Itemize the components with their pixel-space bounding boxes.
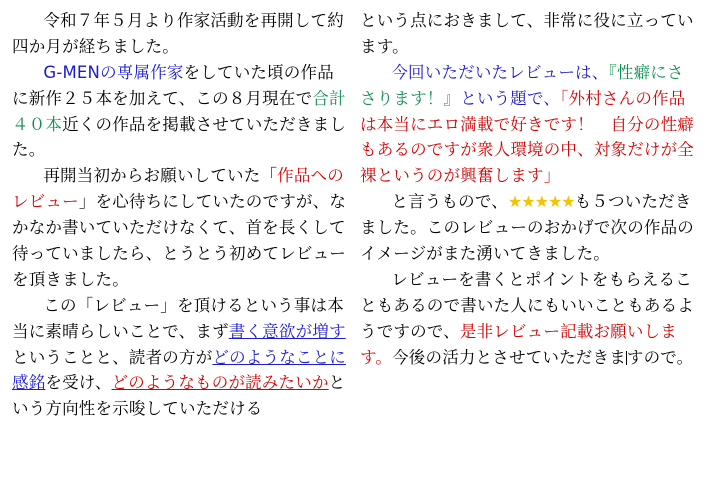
text-run-underlined-blue: す [328, 321, 346, 341]
text-run-highlight-blue: という題で、 [460, 88, 561, 108]
text-run: という点におきまして、非常に役に立って [360, 11, 677, 30]
paragraph-left-2 [12, 60, 348, 164]
text-run: います。 [360, 11, 694, 56]
text-run: 今後の活力とさせていただきま [392, 347, 626, 367]
star-rating-icon: ★★★★★ [507, 192, 575, 212]
text-run: ということと、読者の方が [12, 347, 213, 367]
text-run: ただきました。 [12, 114, 347, 160]
text-run-underlined-blue: とに感銘 [12, 347, 347, 393]
text-run: この「レビュー」を頂けるという事は本 [43, 295, 344, 315]
text-run: すので。 [626, 347, 694, 367]
text-run: あるようですので、 [360, 295, 695, 341]
left-column [6, 8, 354, 484]
text-run-highlight-green: 合計４０本 [12, 88, 346, 134]
text-run: 再開当初からお願いしていた「 [43, 166, 278, 186]
text-run: 品のイメージがまた湧いてきました。 [360, 218, 695, 264]
text-run: なかなか書いていただけなくて、首を長く [12, 192, 347, 238]
text-run-highlight-green: 『性癖にささります！』 [360, 62, 684, 108]
text-run: して待っていましたら、とうとう初めてレ [12, 218, 346, 264]
text-run-underlined-blue: 書く意欲が増 [228, 321, 329, 341]
text-run-highlight-red: きです！ 自分の性癖もあるのですが衆人 [360, 114, 694, 160]
text-run-underlined-red: いか [295, 373, 329, 393]
text-run-highlight-red: レビュー [12, 192, 79, 212]
right-column [354, 8, 702, 484]
text-run-highlight-red: します」 [493, 166, 561, 186]
text-run: 」を心待ちにしていたのですが、 [78, 192, 330, 212]
paragraph-right-3 [360, 189, 696, 267]
text-run: を受け、 [45, 373, 112, 393]
text-run: 近くの作品を掲載させてい [62, 114, 263, 134]
text-run-highlight-red: 是非レビュー記載お願 [459, 321, 627, 341]
text-run-highlight-red: いします。 [360, 321, 677, 367]
text-run: 約四か月が経ちました。 [12, 11, 344, 56]
text-run: 令和７年５月より作家活動を再開して [43, 11, 328, 30]
text-run: きました。このレビューのおかげで次の作 [360, 192, 692, 238]
text-run: で [295, 88, 313, 108]
text-run: も５ついただ [574, 192, 675, 212]
text-run: こともあるので書いた人にもいいことも [360, 269, 692, 315]
paragraph-left-4 [12, 293, 348, 422]
text-run-highlight-blue: 今回いただいたレビューは、 [391, 62, 609, 82]
paragraph-left-1 [12, 8, 348, 60]
text-run: 品に新作２５本を加えて、この８月現在 [12, 62, 334, 108]
paragraph-right-1 [360, 8, 696, 60]
text-run: という方向性を示唆していただける [12, 373, 346, 419]
paragraph-right-2 [360, 60, 696, 189]
text-run: と言うもので、 [391, 192, 508, 212]
text-run: ビューを頂きました。 [12, 244, 347, 289]
text-run: をしていた頃の作 [183, 62, 318, 82]
text-run: レビューを書くとポイントをもらえる [391, 269, 676, 289]
text-run-underlined-red: どのようなものが読みた [111, 373, 296, 393]
text-run: 当に素晴らしいことで、まず [12, 321, 229, 341]
text-run-underlined-blue: どのようなこ [212, 347, 313, 367]
paragraph-left-3 [12, 163, 348, 292]
paragraph-right-4 [360, 267, 696, 371]
text-run-highlight-red: 「外村さんの作品は本当にエロ満載で好 [360, 88, 686, 134]
text-run-highlight-blue: G-MENの専属作家 [43, 62, 184, 82]
text-run-highlight-red: 環境の中、対象だけが全裸というのが興奮 [360, 140, 695, 186]
text-run-highlight-red: 作品への [277, 166, 344, 186]
